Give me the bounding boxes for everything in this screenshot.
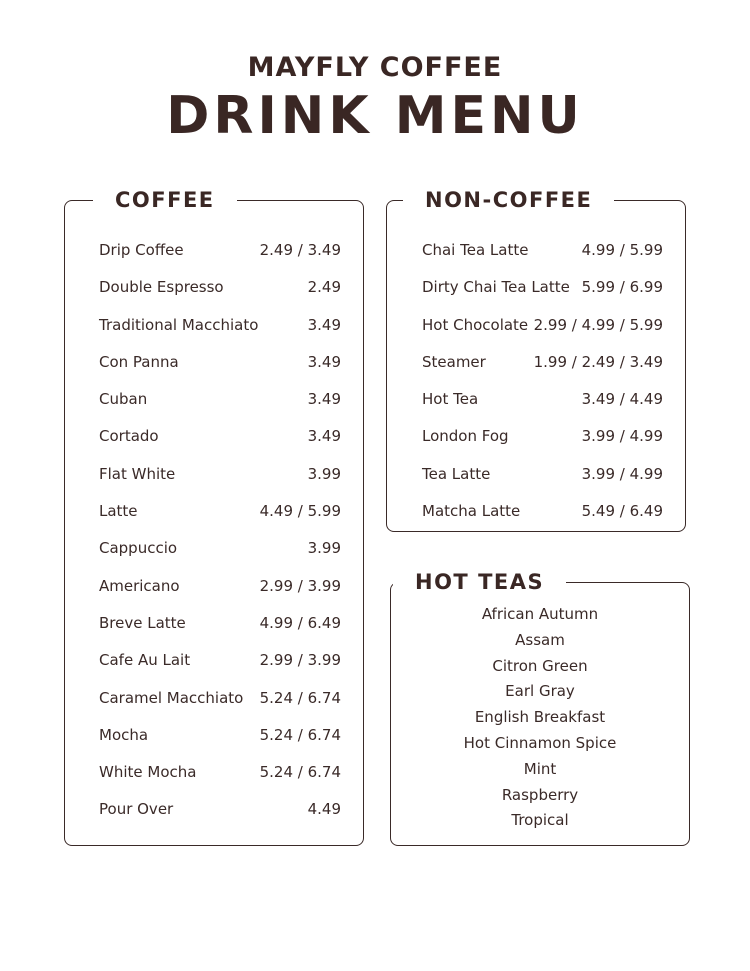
menu-item xyxy=(422,278,663,315)
menu-item-price: 3.99 / 4.99 xyxy=(581,464,663,483)
menu-item xyxy=(99,390,341,427)
page-title: DRINK MENU xyxy=(166,86,584,146)
tea-item: Citron Green xyxy=(492,656,588,675)
menu-item-name: Flat White xyxy=(99,464,176,483)
menu-item-price: 2.49 xyxy=(307,278,341,297)
menu-item xyxy=(99,800,341,837)
menu-item xyxy=(99,651,341,688)
menu-item-price: 3.49 xyxy=(307,315,341,334)
coffee-list xyxy=(99,241,341,838)
menu-item-price: 3.49 xyxy=(307,352,341,371)
menu-item xyxy=(99,539,341,576)
menu-item-name: Latte xyxy=(99,502,138,521)
menu-item-name: Cappuccio xyxy=(99,539,178,558)
menu-item-name: Cuban xyxy=(99,390,148,409)
menu-item xyxy=(422,241,663,278)
menu-item xyxy=(99,689,341,726)
menu-item-price: 2.99 / 3.99 xyxy=(259,651,341,670)
hot-teas-list xyxy=(391,605,689,837)
tea-item: Hot Cinnamon Spice xyxy=(463,733,617,752)
menu-item xyxy=(99,763,341,800)
noncoffee-section xyxy=(386,188,686,532)
menu-item-name: Steamer xyxy=(422,352,486,371)
menu-item-name: Americano xyxy=(99,576,180,595)
menu-item xyxy=(99,316,341,353)
menu-item-name: Chai Tea Latte xyxy=(422,241,529,259)
menu-item xyxy=(99,614,341,651)
menu-item-name: Dirty Chai Tea Latte xyxy=(422,278,570,297)
menu-item-price: 1.99 / 2.49 / 3.49 xyxy=(533,352,663,371)
menu-item-price: 2.99 / 3.99 xyxy=(259,576,341,595)
menu-item-name: Pour Over xyxy=(99,800,174,819)
tea-item: Earl Gray xyxy=(505,682,575,701)
menu-item xyxy=(99,427,341,464)
tea-item: Raspberry xyxy=(501,785,579,804)
menu-item-price: 3.99 xyxy=(307,464,341,483)
menu-item-price: 4.49 / 5.99 xyxy=(259,502,341,521)
menu-item-price: 3.49 xyxy=(307,390,341,409)
tea-item: Assam xyxy=(515,630,565,649)
menu-item-name: Matcha Latte xyxy=(422,502,521,521)
menu-item-price: 5.24 / 6.74 xyxy=(259,725,341,744)
menu-item-price: 5.24 / 6.74 xyxy=(259,763,341,782)
menu-item xyxy=(99,502,341,539)
menu-item-name: Hot Tea xyxy=(422,390,479,409)
menu-item xyxy=(99,278,341,315)
noncoffee-list xyxy=(422,241,663,539)
menu-item xyxy=(99,577,341,614)
menu-item-price: 4.49 xyxy=(307,800,341,819)
menu-item xyxy=(99,241,341,278)
menu-item xyxy=(422,390,663,427)
menu-item-name: Mocha xyxy=(99,725,149,744)
menu-item xyxy=(99,353,341,390)
menu-item-price: 2.99 / 4.99 / 5.99 xyxy=(533,315,663,334)
hot-teas-section-title: HOT TEAS xyxy=(393,569,566,595)
menu-item-name: White Mocha xyxy=(99,763,197,782)
menu-item-price: 3.49 xyxy=(307,427,341,446)
menu-item xyxy=(422,353,663,390)
menu-item-name: Drip Coffee xyxy=(99,241,184,259)
menu-item xyxy=(99,465,341,502)
menu-item-name: Caramel Macchiato xyxy=(99,688,244,707)
menu-item-name: Hot Chocolate xyxy=(422,315,529,334)
coffee-section-title: COFFEE xyxy=(93,187,237,213)
menu-item-price: 3.49 / 4.49 xyxy=(581,390,663,409)
menu-item-price: 5.99 / 6.99 xyxy=(581,278,663,297)
tea-item: Mint xyxy=(523,759,557,778)
menu-item-price: 2.49 / 3.49 xyxy=(259,241,341,259)
menu-item xyxy=(422,427,663,464)
menu-item-name: Breve Latte xyxy=(99,613,186,632)
menu-item xyxy=(99,726,341,763)
menu-item xyxy=(422,316,663,353)
menu-item-name: Traditional Macchiato xyxy=(99,315,259,334)
menu-item-name: Cortado xyxy=(99,427,159,446)
menu-item-price: 3.99 xyxy=(307,539,341,558)
menu-item xyxy=(422,502,663,539)
menu-item-name: London Fog xyxy=(422,427,509,446)
menu-item-price: 5.49 / 6.49 xyxy=(581,502,663,521)
menu-item-price: 4.99 / 5.99 xyxy=(581,241,663,259)
tea-item: African Autumn xyxy=(481,605,599,623)
menu-item-price: 4.99 / 6.49 xyxy=(259,613,341,632)
noncoffee-section-title: NON-COFFEE xyxy=(403,187,614,213)
tea-item: Tropical xyxy=(511,811,569,830)
menu-item-price: 5.24 / 6.74 xyxy=(259,688,341,707)
menu-item-name: Cafe Au Lait xyxy=(99,651,191,670)
coffee-section xyxy=(64,188,364,846)
menu-item-name: Con Panna xyxy=(99,352,179,371)
menu-item-name: Double Espresso xyxy=(99,278,224,297)
tea-item: English Breakfast xyxy=(474,708,606,727)
menu-item-price: 3.99 / 4.99 xyxy=(581,427,663,446)
menu-item-name: Tea Latte xyxy=(422,464,491,483)
brand-name: MAYFLY COFFEE xyxy=(247,52,503,83)
hot-teas-section xyxy=(390,570,690,846)
menu-item xyxy=(422,465,663,502)
